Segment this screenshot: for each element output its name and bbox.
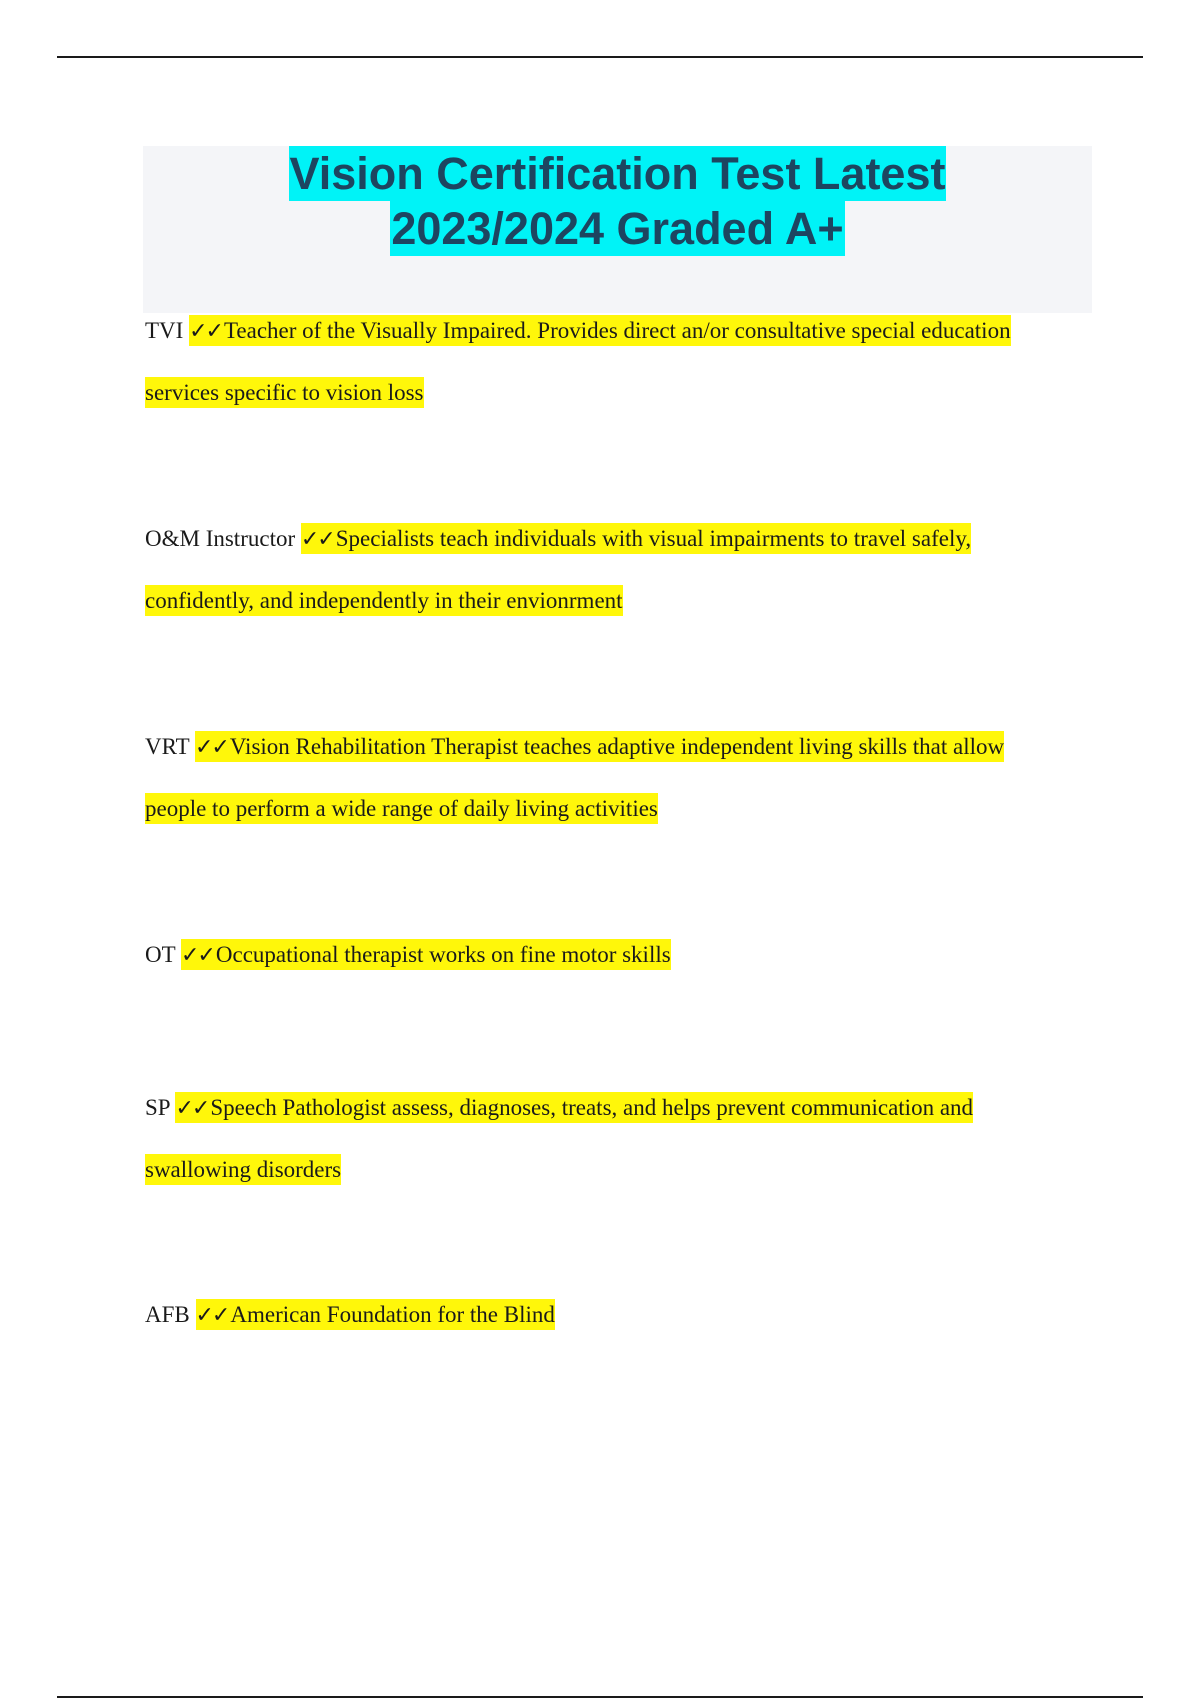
double-check-icon: ✓✓ [181,943,214,968]
entry-definition-line-1: American Foundation for the Blind [230,1302,555,1327]
bottom-rule [57,1696,1143,1698]
document-title-line-1: Vision Certification Test Latest [289,148,946,199]
definition-entry-sp [145,1077,1105,1200]
title-banner [143,146,1092,313]
answer-highlight [196,1299,555,1330]
answer-highlight [175,1092,973,1123]
double-check-icon: ✓✓ [189,319,222,344]
entry-definition-line-2: services specific to vision loss [145,377,424,408]
entry-term: SP [145,1095,170,1120]
definition-entry-om-instructor [145,508,1105,631]
entry-line [145,570,1105,631]
answer-highlight [189,315,1011,346]
entry-term: O&M Instructor [145,526,296,551]
entry-definition-line-2: confidently, and independently in their envionrment [145,585,623,616]
entry-line [145,1077,1105,1139]
entry-term: AFB [145,1302,190,1327]
entry-line [145,1139,1105,1200]
entry-definition-line-2: people to perform a wide range of daily living activities [145,793,658,824]
double-check-icon: ✓✓ [195,1303,229,1328]
entry-line [145,300,1105,362]
entry-line [145,778,1105,839]
entry-term: OT [145,942,176,967]
entry-line [145,924,1105,986]
top-rule [57,56,1143,58]
entry-definition-line-1: Occupational therapist works on fine motor skills [215,942,671,967]
double-check-icon: ✓✓ [175,1096,209,1121]
definition-entry-ot [145,924,1105,986]
definition-entry-afb [145,1284,1105,1346]
answer-highlight [181,939,671,970]
entry-line [145,1284,1105,1346]
entry-line [145,716,1105,778]
entry-definition-line-1: Specialists teach individuals with visual impairments to travel safely, [335,526,972,551]
definition-entry-vrt [145,716,1105,839]
entry-term: TVI [145,318,184,343]
entry-line [145,508,1105,570]
entry-term: VRT [145,734,190,759]
entry-line [145,362,1105,423]
entry-definition-line-1: Vision Rehabilitation Therapist teaches adaptive independent living skills that allow [229,734,1005,759]
double-check-icon: ✓✓ [194,735,228,760]
entry-definition-line-2: swallowing disorders [145,1154,341,1185]
answer-highlight [301,523,971,554]
double-check-icon: ✓✓ [300,527,334,552]
entry-definition-line-1: Speech Pathologist assess, diagnoses, treats, and helps prevent communication and [210,1095,974,1120]
entry-definition-line-1: Teacher of the Visually Impaired. Provides direct an/or consultative special education [223,318,1011,343]
answer-highlight [195,731,1004,762]
definition-entry-tvi [145,300,1105,423]
document-title-line-2: 2023/2024 Graded A+ [391,203,844,254]
